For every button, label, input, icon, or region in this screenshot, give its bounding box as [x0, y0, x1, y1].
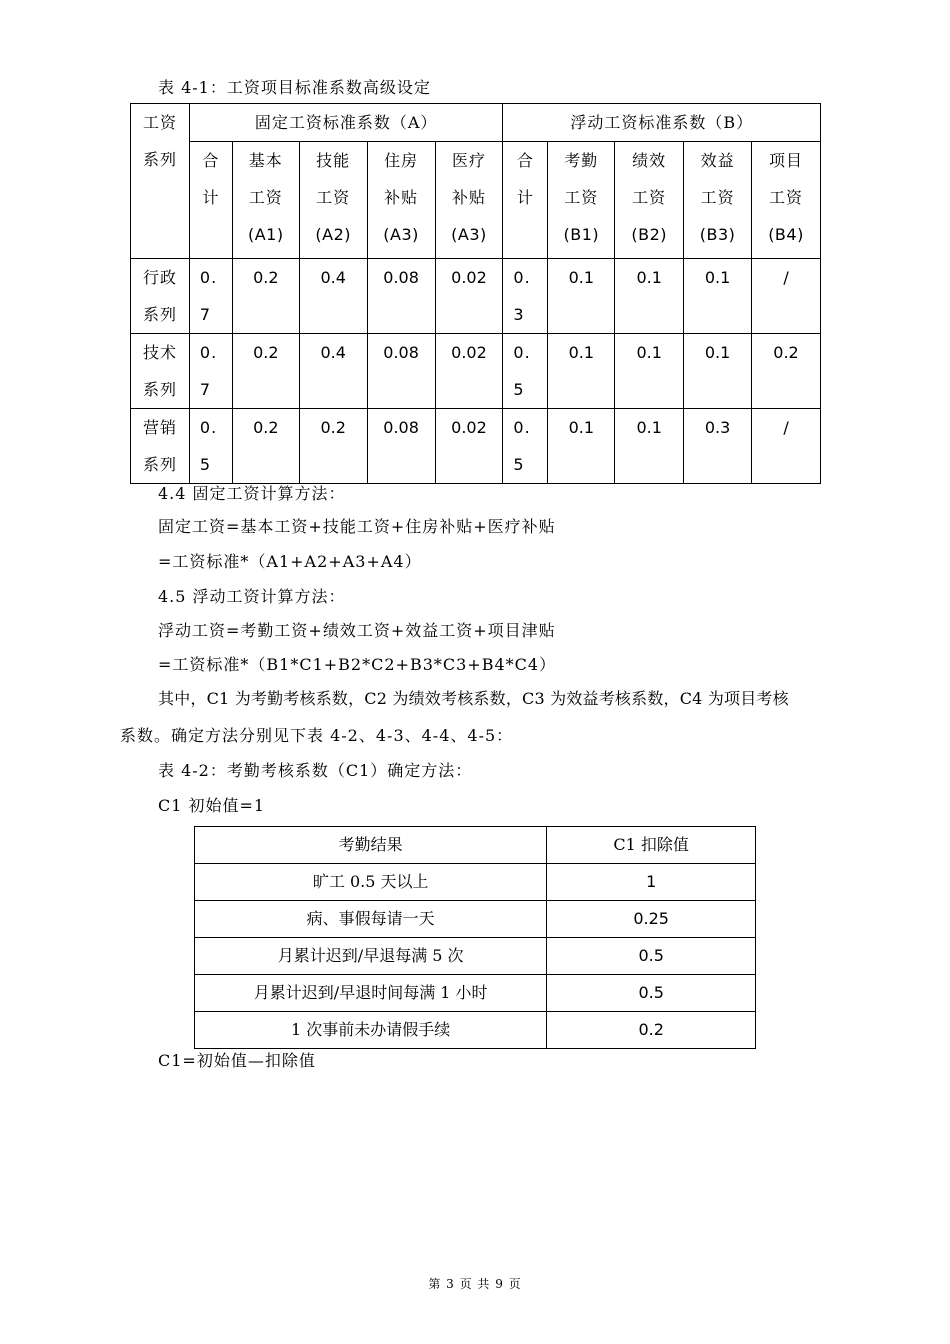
value-cell: 0.3 — [684, 409, 752, 484]
attendance-result: 1 次事前未办请假手续 — [195, 1012, 547, 1049]
sub-header: 合 计 — [189, 142, 232, 259]
value-cell: 0.1 — [548, 259, 615, 334]
deduction-value: 1 — [547, 864, 756, 901]
table-row — [195, 938, 756, 975]
corner-header: 工资 系列 — [131, 104, 190, 259]
value-cell: 0.4 — [299, 259, 367, 334]
section-4-4-formula: 固定工资=基本工资+技能工资+住房补贴+医疗补贴 — [158, 517, 556, 536]
row-category: 行政 系列 — [131, 259, 190, 334]
value-cell: 0.2 — [752, 334, 821, 409]
attendance-coefficient-table — [194, 826, 756, 1049]
page-footer: 第 3 页 共 9 页 — [428, 1277, 522, 1291]
sub-header: 住房 补贴 (A3) — [367, 142, 435, 259]
value-cell: 0.02 — [435, 334, 503, 409]
sub-header: 医疗 补贴 (A3) — [435, 142, 503, 259]
value-cell: 0.2 — [299, 409, 367, 484]
value-cell: 0.02 — [435, 409, 503, 484]
attendance-result: 月累计迟到/早退每满 5 次 — [195, 938, 547, 975]
table-row — [131, 409, 821, 484]
sub-header: 基本 工资 (A1) — [232, 142, 299, 259]
section-4-5-formula-2: =工资标准*（B1*C1+B2*C2+B3*C3+B4*C4） — [158, 655, 557, 674]
table-row — [195, 864, 756, 901]
section-4-5-formula: 浮动工资=考勤工资+绩效工资+效益工资+项目津贴 — [158, 621, 556, 640]
group-float-header: 浮动工资标准系数（B） — [503, 104, 821, 142]
deduction-value: 0.2 — [547, 1012, 756, 1049]
c1-formula: C1=初始值—扣除值 — [158, 1051, 316, 1070]
a-sum-cell: 0. 5 — [189, 409, 232, 484]
b-sum-cell: 0. 3 — [503, 259, 548, 334]
paragraph-line-1: 其中，C1 为考勤考核系数，C2 为绩效考核系数，C3 为效益考核系数，C4 为项目考核 — [158, 689, 789, 708]
attendance-result: 月累计迟到/早退时间每满 1 小时 — [195, 975, 547, 1012]
table-header-row — [195, 827, 756, 864]
value-cell: 0.1 — [615, 259, 684, 334]
sub-header: 效益 工资 (B3) — [684, 142, 752, 259]
value-cell: 0.1 — [548, 409, 615, 484]
header-deduction: C1 扣除值 — [547, 827, 756, 864]
value-cell: 0.08 — [367, 409, 435, 484]
value-cell: 0.08 — [367, 259, 435, 334]
group-fixed-header: 固定工资标准系数（A） — [189, 104, 503, 142]
deduction-value: 0.5 — [547, 938, 756, 975]
sub-header: 技能 工资 (A2) — [299, 142, 367, 259]
value-cell: 0.1 — [615, 409, 684, 484]
value-cell: 0.2 — [232, 409, 299, 484]
section-4-5-title: 4.5 浮动工资计算方法： — [158, 587, 346, 606]
c1-initial-value: C1 初始值=1 — [158, 796, 266, 815]
a-sum-cell: 0. 7 — [189, 334, 232, 409]
attendance-result: 旷工 0.5 天以上 — [195, 864, 547, 901]
paragraph-line-2: 系数。确定方法分别见下表 4-2、4-3、4-4、4-5： — [120, 726, 514, 745]
value-cell: 0.1 — [684, 259, 752, 334]
value-cell: 0.08 — [367, 334, 435, 409]
value-cell: 0.1 — [684, 334, 752, 409]
salary-coefficient-table — [130, 103, 821, 484]
deduction-value: 0.25 — [547, 901, 756, 938]
sub-header: 考勤 工资 (B1) — [548, 142, 615, 259]
row-category: 营销 系列 — [131, 409, 190, 484]
value-cell: 0.1 — [548, 334, 615, 409]
value-cell: / — [752, 259, 821, 334]
table2-caption: 表 4-2：考勤考核系数（C1）确定方法： — [158, 761, 473, 780]
table-row — [195, 901, 756, 938]
table-row — [131, 259, 821, 334]
sub-header: 项目 工资 (B4) — [752, 142, 821, 259]
deduction-value: 0.5 — [547, 975, 756, 1012]
section-4-4-title: 4.4 固定工资计算方法： — [158, 484, 346, 503]
header-attendance-result: 考勤结果 — [195, 827, 547, 864]
table-row — [195, 975, 756, 1012]
table-row — [195, 1012, 756, 1049]
value-cell: 0.02 — [435, 259, 503, 334]
section-4-4-formula-2: =工资标准*（A1+A2+A3+A4） — [158, 552, 422, 571]
attendance-result: 病、事假每请一天 — [195, 901, 547, 938]
value-cell: 0.2 — [232, 259, 299, 334]
value-cell: 0.2 — [232, 334, 299, 409]
sub-header: 合 计 — [503, 142, 548, 259]
a-sum-cell: 0. 7 — [189, 259, 232, 334]
sub-header: 绩效 工资 (B2) — [615, 142, 684, 259]
row-category: 技术 系列 — [131, 334, 190, 409]
value-cell: 0.1 — [615, 334, 684, 409]
table1-caption: 表 4-1：工资项目标准系数高级设定 — [158, 78, 431, 97]
table-row — [131, 334, 821, 409]
value-cell: 0.4 — [299, 334, 367, 409]
b-sum-cell: 0. 5 — [503, 409, 548, 484]
b-sum-cell: 0. 5 — [503, 334, 548, 409]
value-cell: / — [752, 409, 821, 484]
